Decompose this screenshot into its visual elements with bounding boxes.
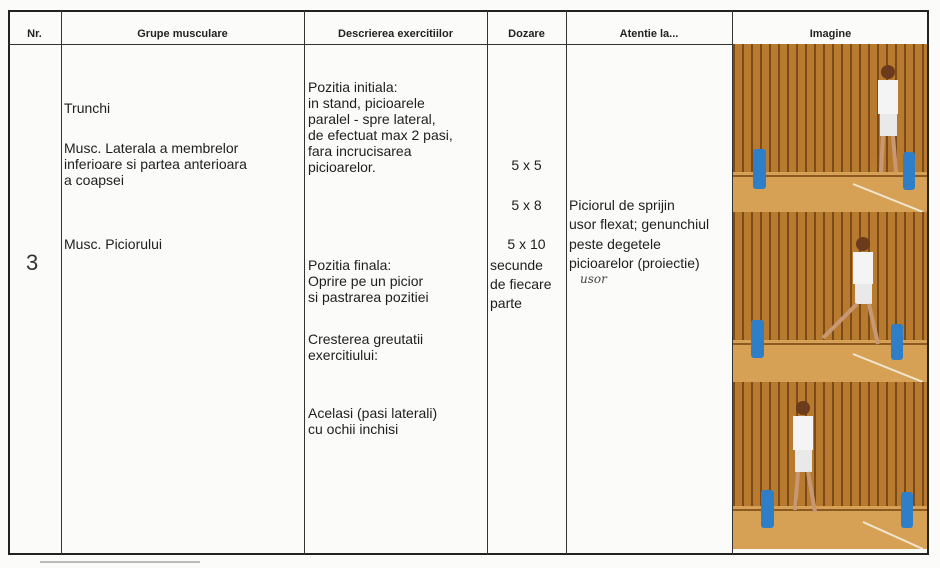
handwritten-note: usor bbox=[580, 272, 607, 286]
desc-initial-4: de efectuat max 2 pasi, bbox=[308, 127, 453, 143]
attention-4: picioarelor (proiectie) bbox=[569, 255, 700, 271]
muscle-lateral-3: a coapsei bbox=[64, 172, 124, 188]
col-divider-2 bbox=[304, 10, 305, 555]
exercise-photo-1 bbox=[733, 44, 927, 212]
header-dosage: Dozare bbox=[508, 28, 545, 40]
col-divider-3 bbox=[487, 10, 488, 555]
attention-2: usor flexat; genunchiul bbox=[569, 216, 710, 232]
dosage-3: 5 x 10 bbox=[507, 236, 546, 252]
exercise-photo-2 bbox=[733, 212, 927, 382]
desc-progression-2: exercitiului: bbox=[308, 347, 379, 363]
muscle-lateral-2: inferioare si partea anterioara bbox=[64, 156, 247, 172]
desc-final-3: si pastrarea pozitiei bbox=[308, 289, 429, 305]
muscle-foot: Musc. Piciorului bbox=[64, 236, 163, 252]
dosage-5: de fiecare bbox=[490, 276, 552, 292]
header-image: Imagine bbox=[809, 28, 852, 40]
muscle-trunk: Trunchi bbox=[64, 100, 111, 116]
header-description: Descrierea exercitiilor bbox=[338, 28, 453, 40]
desc-initial-2: in stand, picioarele bbox=[308, 95, 425, 111]
row-number: 3 bbox=[26, 250, 39, 275]
header-nr: Nr. bbox=[27, 28, 42, 40]
desc-initial-5: fara incrucisarea bbox=[308, 143, 412, 159]
header-muscle-groups: Grupe musculare bbox=[137, 28, 228, 40]
col-divider-4 bbox=[566, 10, 567, 555]
dosage-2: 5 x 8 bbox=[511, 197, 542, 213]
scan-artifact bbox=[40, 561, 200, 563]
desc-final-title: Pozitia finala: bbox=[308, 257, 392, 273]
exercise-photo-3 bbox=[733, 382, 927, 549]
attention-1: Piciorul de sprijin bbox=[569, 197, 675, 213]
desc-initial-title: Pozitia initiala: bbox=[308, 79, 398, 95]
desc-progression-1: Cresterea greutatii bbox=[308, 331, 424, 347]
desc-initial-3: paralel - spre lateral, bbox=[308, 111, 436, 127]
attention-3: peste degetele bbox=[569, 236, 661, 252]
desc-initial-6: picioarelor. bbox=[308, 159, 376, 175]
dosage-6: parte bbox=[490, 295, 522, 311]
header-attention: Atentie la... bbox=[619, 28, 679, 40]
dosage-1: 5 x 5 bbox=[511, 157, 542, 173]
muscle-lateral-1: Musc. Laterala a membrelor bbox=[64, 140, 239, 156]
dosage-4: secunde bbox=[490, 257, 543, 273]
desc-variant-1: Acelasi (pasi laterali) bbox=[308, 405, 438, 421]
desc-variant-2: cu ochii inchisi bbox=[308, 421, 399, 437]
desc-final-2: Oprire pe un picior bbox=[308, 273, 424, 289]
col-divider-1 bbox=[61, 10, 62, 555]
